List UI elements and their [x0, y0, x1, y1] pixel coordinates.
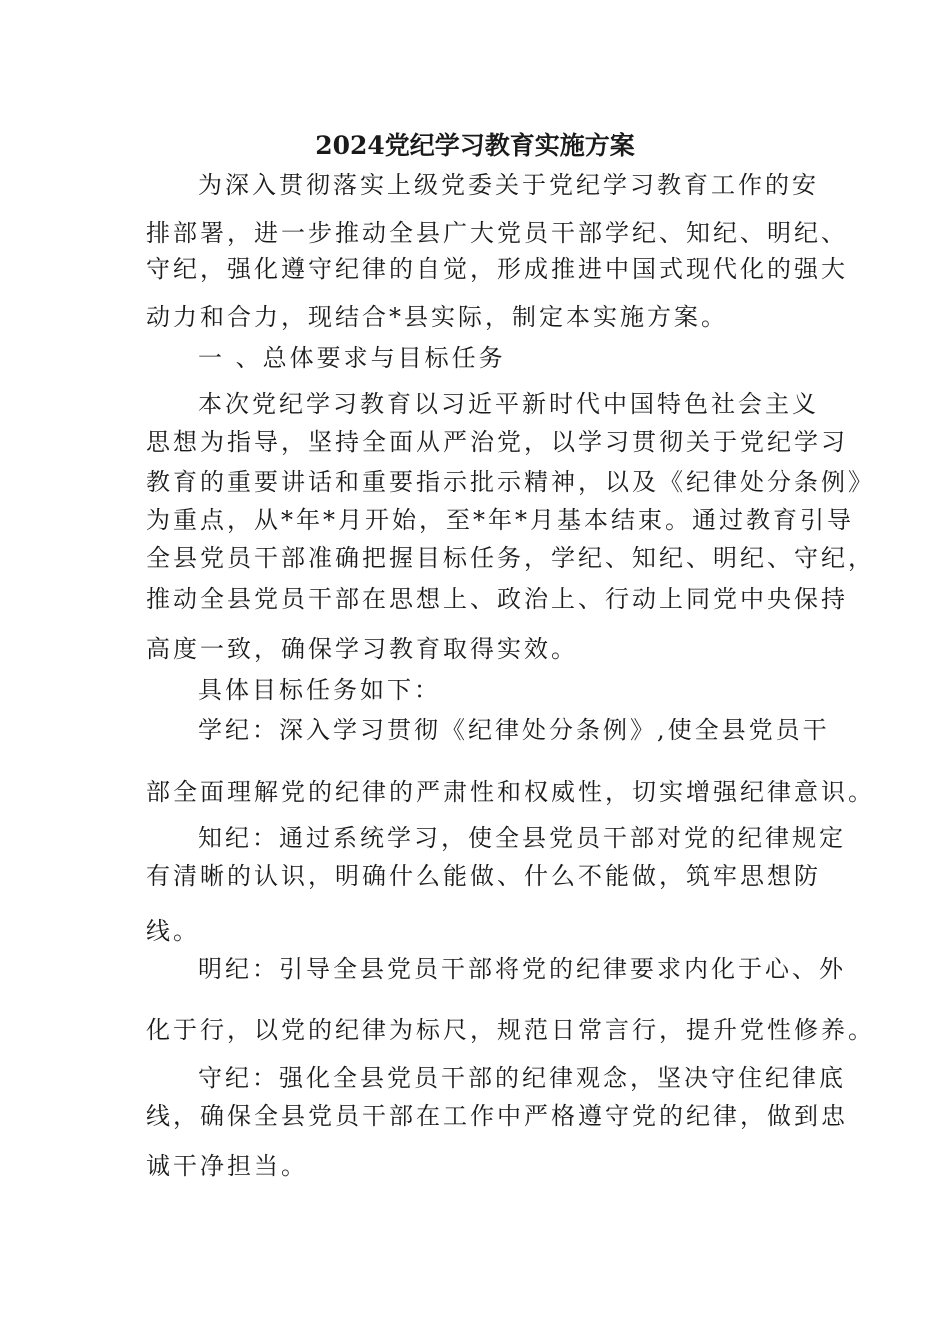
paragraph-line: 守纪：强化全县党员干部的纪律观念，坚决守住纪律底 — [198, 1064, 846, 1092]
paragraph-line: 排部署，进一步推动全县广大党员干部学纪、知纪、明纪、 — [146, 219, 848, 247]
document-title: 2024党纪学习教育实施方案 — [315, 131, 635, 160]
paragraph-line: 有清晰的认识，明确什么能做、什么不能做，筑牢思想防 — [146, 862, 821, 890]
paragraph-line: 守纪，强化遵守纪律的自觉，形成推进中国式现代化的强大 — [146, 255, 848, 283]
paragraph-line: 高度一致，确保学习教育取得实效。 — [146, 635, 578, 663]
paragraph-line: 为深入贯彻落实上级党委关于党纪学习教育工作的安 — [198, 171, 819, 199]
paragraph-line: 本次党纪学习教育以习近平新时代中国特色社会主义 — [198, 390, 819, 418]
paragraph-line: 为重点，从*年*月开始，至*年*月基本结束。通过教育引导 — [146, 506, 854, 534]
paragraph-line: 学纪：深入学习贯彻《纪律处分条例》,使全县党员干 — [198, 716, 830, 744]
paragraph-line: 部全面理解党的纪律的严肃性和权威性，切实增强纪律意识。 — [146, 778, 875, 806]
paragraph-line: 动力和合力，现结合*县实际，制定本实施方案。 — [146, 303, 728, 331]
paragraph-line: 线，确保全县党员干部在工作中严格遵守党的纪律，做到忠 — [146, 1102, 848, 1130]
section-heading: 一 、总体要求与目标任务 — [198, 344, 506, 372]
paragraph-line: 化于行，以党的纪律为标尺，规范日常言行，提升党性修养。 — [146, 1016, 875, 1044]
paragraph-line: 知纪：通过系统学习，使全县党员干部对党的纪律规定 — [198, 824, 846, 852]
paragraph-line: 明纪：引导全县党员干部将党的纪律要求内化于心、外 — [198, 955, 846, 983]
paragraph-line: 具体目标任务如下： — [198, 676, 441, 704]
paragraph-line: 推动全县党员干部在思想上、政治上、行动上同党中央保持 — [146, 585, 848, 613]
paragraph-line: 思想为指导，坚持全面从严治党，以学习贯彻关于党纪学习 — [146, 428, 848, 456]
paragraph-line: 教育的重要讲话和重要指示批示精神，以及《纪律处分条例》 — [146, 468, 875, 496]
paragraph-line: 线。 — [146, 917, 200, 945]
paragraph-line: 诚干净担当。 — [146, 1152, 308, 1180]
paragraph-line: 全县党员干部准确把握目标任务，学纪、知纪、明纪、守纪， — [146, 544, 875, 572]
